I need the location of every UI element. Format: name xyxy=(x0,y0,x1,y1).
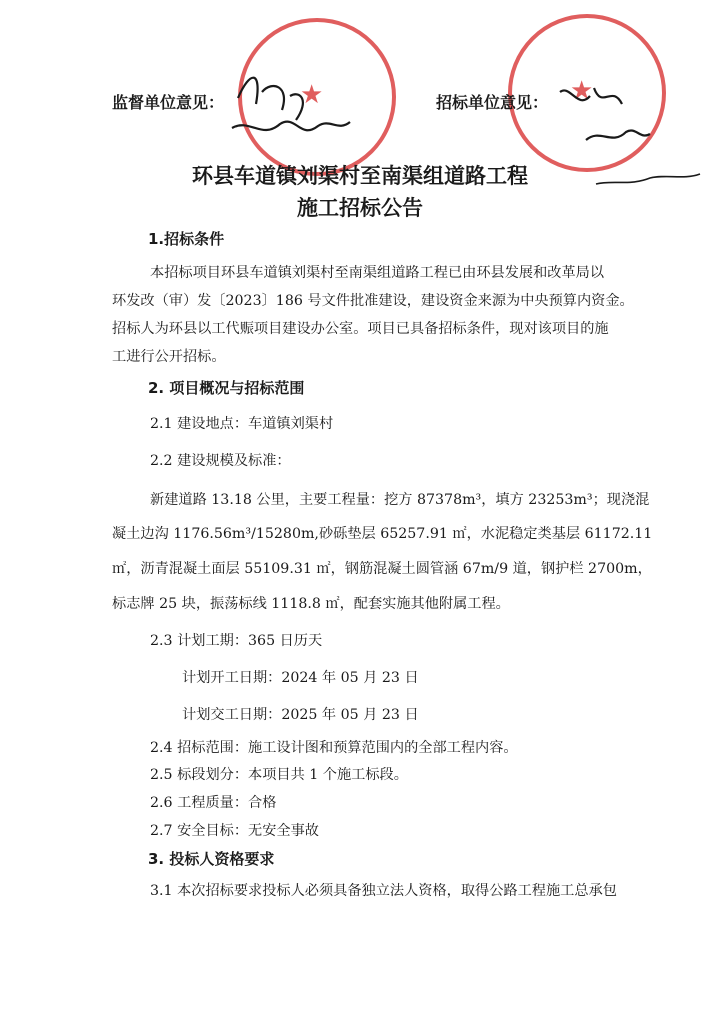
right-seal-star: ★ xyxy=(570,76,594,106)
scale-line: ㎡，沥青混凝土面层 55109.31 ㎡，钢筋混凝土圆管涵 67m/9 道，钢护栏 2700m， xyxy=(112,561,652,577)
item-construction-site: 2.1 建设地点：车道镇刘渠村 xyxy=(150,416,334,432)
document-title: 环县车道镇刘渠村至南渠组道路工程 xyxy=(192,164,528,188)
tenderer-opinion-label: 招标单位意见： xyxy=(436,93,549,112)
scale-line: 新建道路 13.18 公里，主要工程量：挖方 87378m³，填方 23253m³；现浇混 xyxy=(150,492,650,508)
left-seal-star: ★ xyxy=(300,80,324,110)
item-quality: 2.6 工程质量：合格 xyxy=(150,795,277,811)
paragraph-line: 工进行公开招标。 xyxy=(112,349,226,365)
paragraph-line: 环发改（审）发〔2023〕186 号文件批准建设，建设资金来源为中央预算内资金。 xyxy=(112,293,634,309)
section-2-heading: 2. 项目概况与招标范围 xyxy=(148,379,305,397)
item-safety-target: 2.7 安全目标：无安全事故 xyxy=(150,823,319,839)
paragraph-line: 本招标项目环县车道镇刘渠村至南渠组道路工程已由环县发展和改革局以 xyxy=(150,265,605,281)
item-schedule: 2.3 计划工期：365 日历天 xyxy=(150,633,323,649)
planned-start-date: 计划开工日期：2024 年 05 月 23 日 xyxy=(182,670,419,686)
supervisor-opinion-label: 监督单位意见： xyxy=(112,93,225,112)
section-3-heading: 3. 投标人资格要求 xyxy=(148,850,275,868)
item-qualification: 3.1 本次招标要求投标人必须具备独立法人资格，取得公路工程施工总承包 xyxy=(150,883,617,899)
scale-line: 标志牌 25 块，振荡标线 1118.8 ㎡，配套实施其他附属工程。 xyxy=(112,596,510,612)
section-1-heading: 1.招标条件 xyxy=(148,230,225,248)
item-scale-standard: 2.2 建设规模及标准： xyxy=(150,453,291,469)
item-bidding-scope: 2.4 招标范围：施工设计图和预算范围内的全部工程内容。 xyxy=(150,740,518,756)
document-subtitle: 施工招标公告 xyxy=(297,196,423,220)
scale-line: 凝土边沟 1176.56m³/15280m,砂砾垫层 65257.91 ㎡，水泥稳定类基层 61172.11 xyxy=(112,526,653,542)
paragraph-line: 招标人为环县以工代赈项目建设办公室。项目已具备招标条件，现对该项目的施 xyxy=(112,321,609,337)
planned-completion-date: 计划交工日期：2025 年 05 月 23 日 xyxy=(182,707,419,723)
item-lot-division: 2.5 标段划分：本项目共 1 个施工标段。 xyxy=(150,767,408,783)
